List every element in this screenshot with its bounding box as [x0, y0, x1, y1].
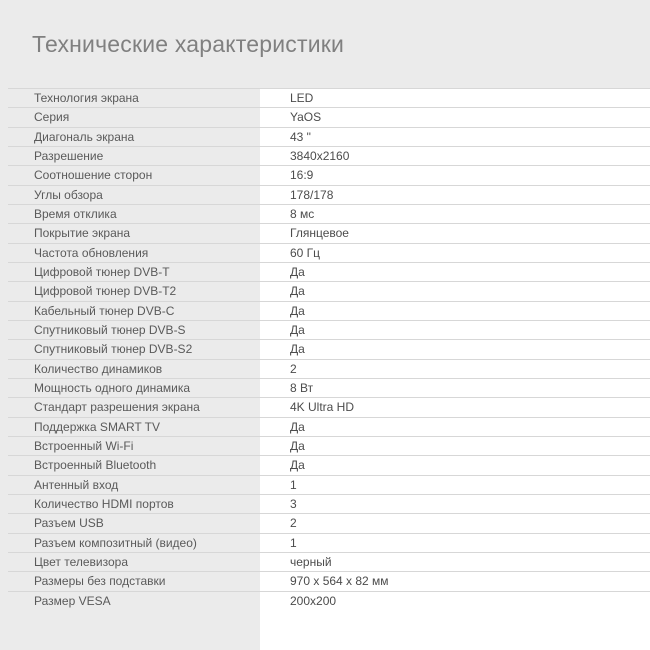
spec-value: Да — [260, 456, 650, 474]
spec-row — [8, 552, 650, 571]
spec-value: Да — [260, 302, 650, 320]
spec-value: 178/178 — [260, 186, 650, 204]
spec-label: Поддержка SMART TV — [8, 418, 260, 436]
spec-value: 43 " — [260, 128, 650, 146]
spec-value: черный — [260, 553, 650, 571]
spec-row — [8, 223, 650, 242]
spec-value: 3 — [260, 495, 650, 513]
spec-label: Разъем USB — [8, 514, 260, 532]
spec-rows-container — [8, 88, 650, 610]
spec-label: Разрешение — [8, 147, 260, 165]
spec-row — [8, 301, 650, 320]
spec-label: Встроенный Bluetooth — [8, 456, 260, 474]
spec-row — [8, 281, 650, 300]
spec-label: Время отклика — [8, 205, 260, 223]
spec-value: LED — [260, 89, 650, 107]
spec-label: Стандарт разрешения экрана — [8, 398, 260, 416]
spec-row — [8, 339, 650, 358]
spec-value: 8 мс — [260, 205, 650, 223]
spec-value: Да — [260, 321, 650, 339]
spec-row — [8, 417, 650, 436]
spec-value: Да — [260, 418, 650, 436]
spec-label: Встроенный Wi-Fi — [8, 437, 260, 455]
spec-value: 2 — [260, 360, 650, 378]
spec-label: Частота обновления — [8, 244, 260, 262]
page-title: Технические характеристики — [32, 31, 345, 57]
spec-value: 60 Гц — [260, 244, 650, 262]
spec-label: Соотношение сторон — [8, 166, 260, 184]
spec-value: 200x200 — [260, 592, 650, 610]
spec-row — [8, 513, 650, 532]
spec-value: 16:9 — [260, 166, 650, 184]
spec-label: Цвет телевизора — [8, 553, 260, 571]
spec-label: Технология экрана — [8, 89, 260, 107]
spec-label: Цифровой тюнер DVB-T — [8, 263, 260, 281]
spec-label: Количество HDMI портов — [8, 495, 260, 513]
spec-value: 8 Вт — [260, 379, 650, 397]
spec-value: 1 — [260, 476, 650, 494]
spec-row — [8, 165, 650, 184]
spec-label: Спутниковый тюнер DVB-S2 — [8, 340, 260, 358]
spec-row — [8, 146, 650, 165]
spec-row — [8, 533, 650, 552]
spec-value: Да — [260, 437, 650, 455]
spec-value: 2 — [260, 514, 650, 532]
spec-label: Количество динамиков — [8, 360, 260, 378]
spec-row — [8, 378, 650, 397]
spec-value: YaOS — [260, 108, 650, 126]
spec-value: Да — [260, 340, 650, 358]
spec-label: Антенный вход — [8, 476, 260, 494]
spec-row — [8, 262, 650, 281]
spec-row — [8, 455, 650, 474]
spec-label: Размеры без подставки — [8, 572, 260, 590]
spec-row — [8, 185, 650, 204]
spec-label: Размер VESA — [8, 592, 260, 610]
spec-row — [8, 243, 650, 262]
spec-row — [8, 127, 650, 146]
spec-label: Кабельный тюнер DVB-C — [8, 302, 260, 320]
spec-value: 3840x2160 — [260, 147, 650, 165]
spec-label: Серия — [8, 108, 260, 126]
spec-label: Мощность одного динамика — [8, 379, 260, 397]
spec-value: 970 x 564 x 82 мм — [260, 572, 650, 590]
spec-row — [8, 204, 650, 223]
spec-row — [8, 320, 650, 339]
spec-row — [8, 107, 650, 126]
specs-table — [0, 88, 650, 650]
spec-value: Глянцевое — [260, 224, 650, 242]
spec-row — [8, 397, 650, 416]
spec-value: Да — [260, 263, 650, 281]
spec-label: Цифровой тюнер DVB-T2 — [8, 282, 260, 300]
spec-value: 4K Ultra HD — [260, 398, 650, 416]
spec-row — [8, 494, 650, 513]
spec-row — [8, 359, 650, 378]
spec-row — [8, 436, 650, 455]
spec-label: Покрытие экрана — [8, 224, 260, 242]
spec-row — [8, 571, 650, 590]
spec-label: Углы обзора — [8, 186, 260, 204]
spec-row — [8, 475, 650, 494]
spec-row — [8, 88, 650, 107]
spec-label: Спутниковый тюнер DVB-S — [8, 321, 260, 339]
spec-row — [8, 591, 650, 610]
spec-label: Диагональ экрана — [8, 128, 260, 146]
spec-label: Разъем композитный (видео) — [8, 534, 260, 552]
spec-value: Да — [260, 282, 650, 300]
spec-value: 1 — [260, 534, 650, 552]
